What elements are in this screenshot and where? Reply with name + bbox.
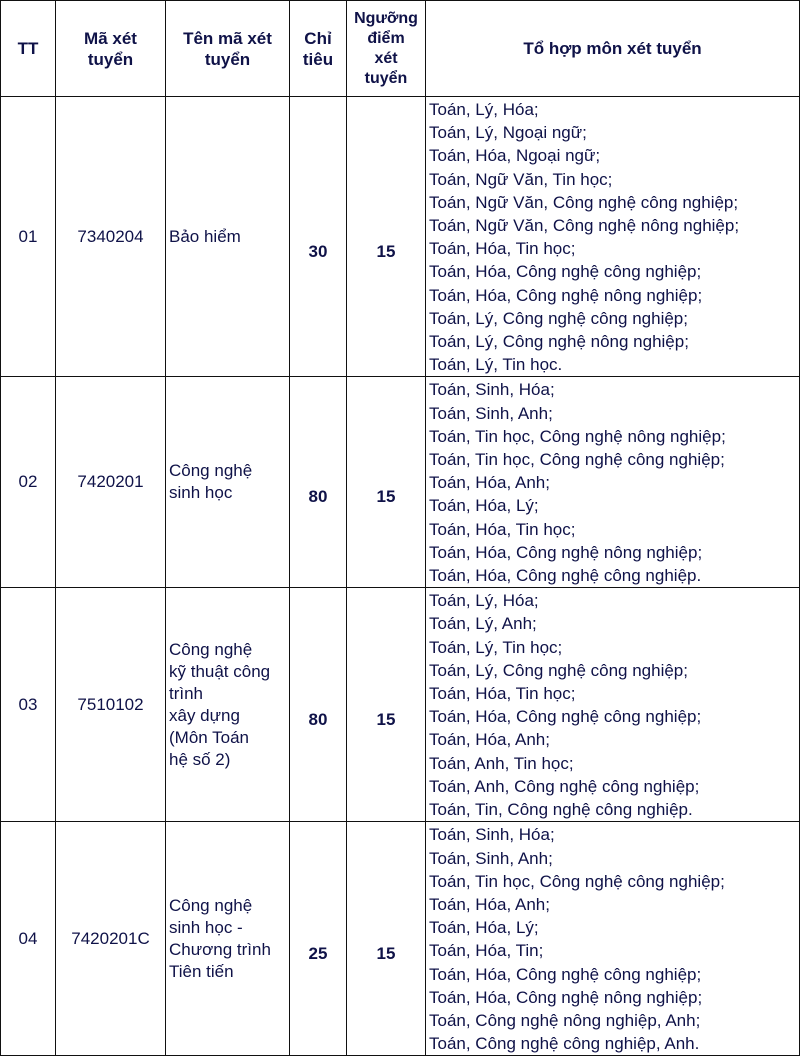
combination-item: Toán, Lý, Anh;	[429, 614, 537, 634]
combination-item: Toán, Công nghệ nông nghiệp, Anh;	[429, 1010, 701, 1030]
program-name-line: kỹ thuật công	[169, 661, 271, 681]
combination-item: Toán, Sinh, Hóa;	[429, 380, 555, 400]
combination-item: Toán, Hóa, Anh;	[429, 730, 550, 750]
table-row	[1, 588, 800, 822]
combination-item: Toán, Hóa, Công nghệ công nghiệp;	[429, 262, 702, 282]
threshold-value: 15	[347, 97, 426, 377]
quota-value: 80	[290, 588, 347, 822]
combination-item: Toán, Hóa, Công nghệ nông nghiệp;	[429, 285, 703, 305]
program-name-line: Bảo hiểm	[169, 226, 241, 246]
admission-code: 7340204	[56, 97, 166, 377]
combination-item: Toán, Hóa, Công nghệ nông nghiệp;	[429, 987, 703, 1007]
table-row	[1, 377, 800, 588]
combination-item: Toán, Hóa, Anh;	[429, 473, 550, 493]
threshold-value: 15	[347, 588, 426, 822]
combination-item: Toán, Hóa, Công nghệ công nghiệp.	[429, 566, 702, 586]
header-threshold	[347, 1, 426, 97]
combination-item: Toán, Ngữ Văn, Tin học;	[429, 169, 613, 189]
program-name-line: (Môn Toán	[169, 727, 250, 747]
row-number: 04	[1, 822, 56, 1056]
program-name-line: xây dựng	[169, 705, 240, 725]
table-body	[1, 97, 800, 1056]
subject-combinations	[426, 377, 800, 588]
combination-item: Toán, Hóa, Tin học;	[429, 519, 576, 539]
combination-item: Toán, Hóa, Công nghệ nông nghiệp;	[429, 542, 703, 562]
combination-item: Toán, Sinh, Anh;	[429, 848, 553, 868]
combination-item: Toán, Tin học, Công nghệ nông nghiệp;	[429, 426, 726, 446]
combination-item: Toán, Lý, Ngoại ngữ;	[429, 123, 587, 143]
header-row	[1, 1, 800, 97]
threshold-value: 15	[347, 822, 426, 1056]
combination-item: Toán, Lý, Tin học.	[429, 355, 563, 375]
row-number: 03	[1, 588, 56, 822]
header-threshold-line: tuyển	[364, 69, 408, 87]
program-name	[166, 822, 290, 1056]
header-name	[166, 1, 290, 97]
quota-value: 80	[290, 377, 347, 588]
combination-item: Toán, Hóa, Lý;	[429, 918, 539, 938]
combination-item: Toán, Ngữ Văn, Công nghệ nông nghiệp;	[429, 216, 740, 236]
subject-combinations	[426, 822, 800, 1056]
header-threshold-line: điểm	[367, 29, 405, 47]
program-name-line: sinh học	[169, 483, 233, 503]
program-name	[166, 588, 290, 822]
admission-code: 7510102	[56, 588, 166, 822]
combination-item: Toán, Anh, Công nghệ công nghiệp;	[429, 776, 700, 796]
program-name-line: trình	[169, 683, 204, 703]
combination-item: Toán, Công nghệ công nghiệp, Anh.	[429, 1034, 700, 1054]
program-name	[166, 97, 290, 377]
combination-item: Toán, Tin học, Công nghệ công nghiệp;	[429, 450, 725, 470]
header-quota-line: Chỉ	[304, 28, 332, 48]
combination-item: Toán, Hóa, Ngoại ngữ;	[429, 146, 601, 166]
subject-combinations	[426, 97, 800, 377]
admission-code: 7420201	[56, 377, 166, 588]
combination-item: Toán, Tin, Công nghệ công nghiệp.	[429, 800, 693, 820]
combination-item: Toán, Hóa, Tin học;	[429, 239, 576, 259]
program-name-line: Tiên tiến	[169, 961, 234, 981]
combination-item: Toán, Hóa, Công nghệ công nghiệp;	[429, 964, 702, 984]
table-row	[1, 822, 800, 1056]
combination-item: Toán, Lý, Tin học;	[429, 637, 563, 657]
combination-item: Toán, Sinh, Hóa;	[429, 825, 555, 845]
combination-item: Toán, Lý, Hóa;	[429, 591, 539, 611]
header-quota	[290, 1, 347, 97]
combination-item: Toán, Lý, Công nghệ công nghiệp;	[429, 308, 688, 328]
header-combos: Tổ hợp môn xét tuyển	[426, 1, 800, 97]
program-name-line: hệ số 2)	[169, 749, 231, 769]
combination-item: Toán, Lý, Hóa;	[429, 100, 539, 119]
header-code	[56, 1, 166, 97]
header-threshold-line: Ngưỡng	[354, 9, 418, 27]
program-name-line: Công nghệ	[169, 639, 253, 659]
combination-item: Toán, Hóa, Công nghệ công nghiệp;	[429, 707, 702, 727]
combination-item: Toán, Tin học, Công nghệ công nghiệp;	[429, 871, 725, 891]
header-tt: TT	[1, 1, 56, 97]
header-code-line: Mã xét	[84, 28, 137, 48]
combination-item: Toán, Lý, Công nghệ công nghiệp;	[429, 660, 688, 680]
threshold-value: 15	[347, 377, 426, 588]
header-quota-line: tiêu	[302, 49, 334, 69]
program-name-line: sinh học -	[169, 917, 243, 937]
program-name-line: Công nghệ	[169, 461, 253, 481]
combination-item: Toán, Ngữ Văn, Công nghệ công nghiệp;	[429, 192, 739, 212]
row-number: 01	[1, 97, 56, 377]
header-code-line: tuyển	[87, 49, 134, 69]
header-threshold-line: xét	[374, 49, 398, 67]
combination-item: Toán, Lý, Công nghệ nông nghiệp;	[429, 332, 689, 352]
row-number: 02	[1, 377, 56, 588]
combination-item: Toán, Hóa, Tin;	[429, 941, 544, 961]
combination-item: Toán, Sinh, Anh;	[429, 403, 553, 423]
combination-item: Toán, Hóa, Lý;	[429, 496, 539, 516]
combination-item: Toán, Hóa, Anh;	[429, 894, 550, 914]
header-name-line: tuyển	[204, 49, 251, 69]
quota-value: 30	[290, 97, 347, 377]
program-name-line: Chương trình	[169, 939, 271, 959]
admission-code: 7420201C	[56, 822, 166, 1056]
program-name-line: Công nghệ	[169, 895, 253, 915]
program-name	[166, 377, 290, 588]
header-name-line: Tên mã xét	[183, 28, 272, 48]
quota-value: 25	[290, 822, 347, 1056]
combination-item: Toán, Anh, Tin học;	[429, 753, 574, 773]
combination-item: Toán, Hóa, Tin học;	[429, 684, 576, 704]
subject-combinations	[426, 588, 800, 822]
table-row	[1, 97, 800, 377]
